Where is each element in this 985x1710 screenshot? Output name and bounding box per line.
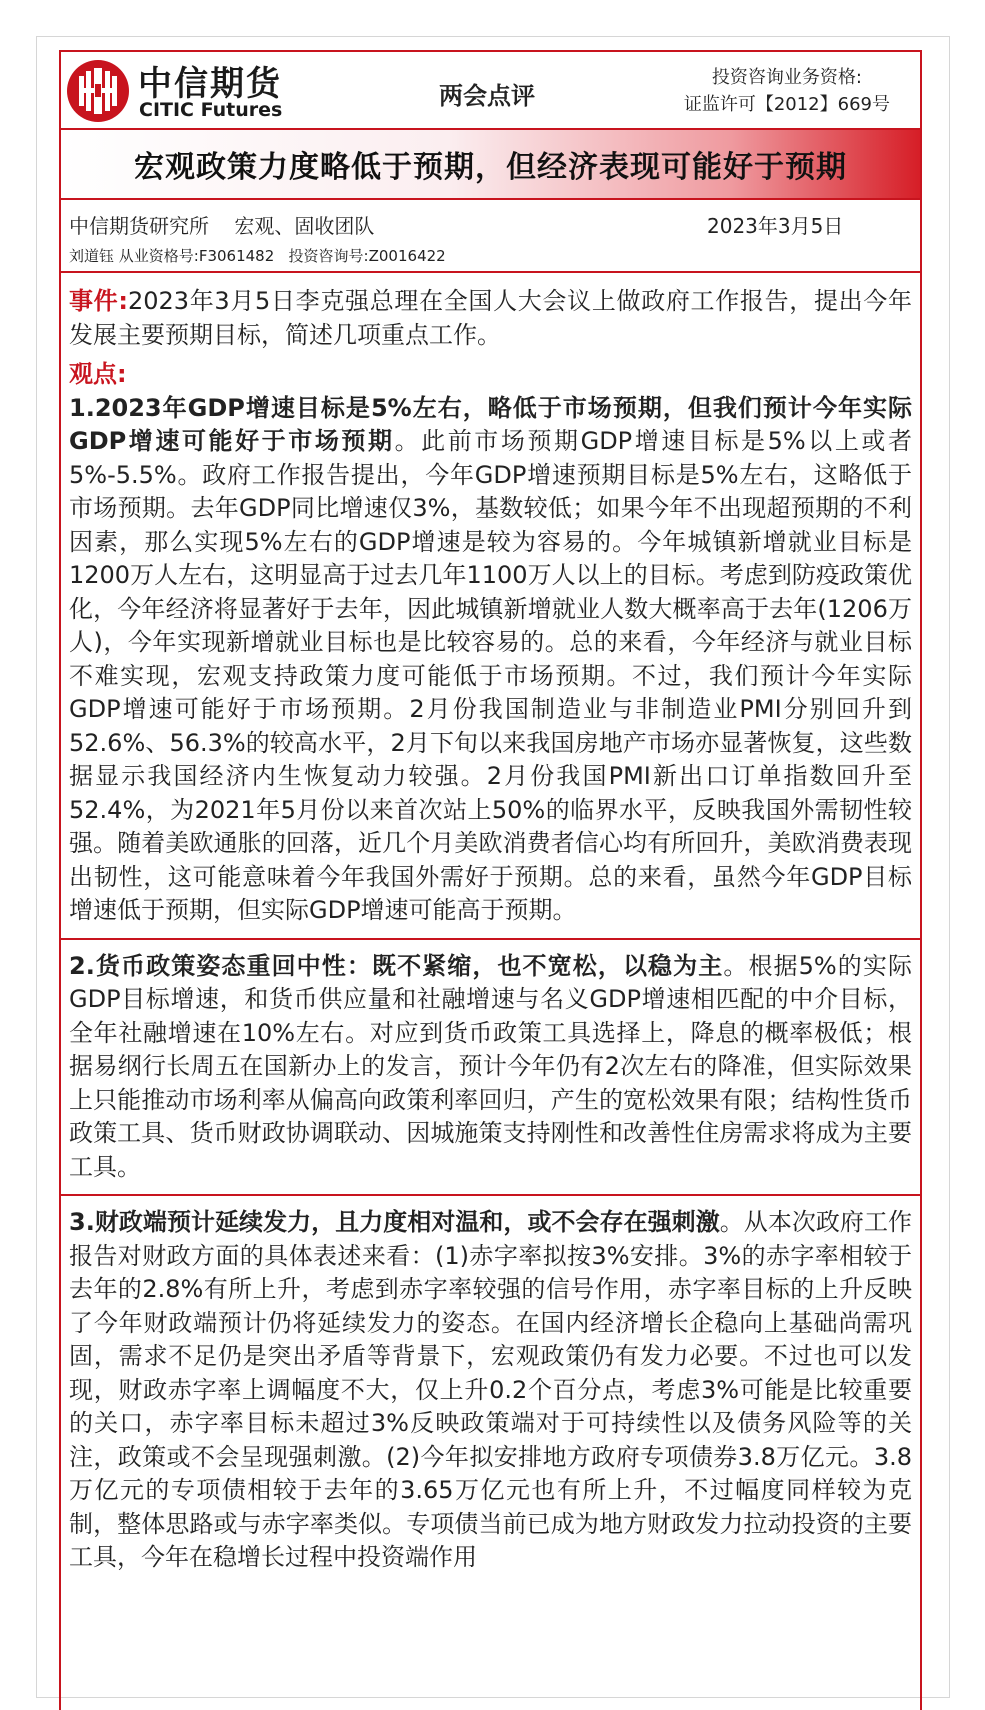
meta-section	[61, 200, 920, 273]
report-title: 宏观政策力度略低于预期，但经济表现可能好于预期	[134, 150, 847, 185]
point-2	[69, 950, 912, 1185]
point-3-text: 。从本次政府工作报告对财政方面的具体表述来看：(1)赤字率拟按3%安排。3%的赤字率相较于去年的2.8%有所上升，考虑到赤字率较强的信号作用，赤字率目标的上升反映了今年财政端预计仍将延续发力的姿态。在国内经济增长企稳向上基础尚需巩固，需求不足仍是突出矛盾等背景下，宏观政策仍有发力必要。不过也可以发现，财政赤字率上调幅度不大，仅上升0.2个百分点，考虑3%可能是比较重要的关口，赤字率目标未超过3%反映政策端对于可持续性以及债务风险等的关注，政策或不会呈现强刺激。(2)今年拟安排地方政府专项债券3.8万亿元。3.8万亿元的专项债相较于去年的3.65万亿元也有所上升，不过幅度同样较为克制，整体思路或与赤字率类似。专项债当前已成为地方财政发力拉动投资的主要工具，今年在稳增长过程中投资端作用	[69, 1208, 912, 1571]
point-2-text: 。根据5%的实际GDP目标增速，和货币供应量和社融增速与名义GDP增速相匹配的中介目标，全年社融增速在10%左右。对应到货币政策工具选择上，降息的概率极低；根据易纲行长周五在国新办上的发言，预计今年仍有2次左右的降准，但实际效果上只能推动市场利率从偏高向政策利率回归，产生的宽松效果有限；结构性货币政策工具、货币财政协调联动、因城施策支持刚性和改善性住房需求将成为主要工具。	[69, 951, 912, 1181]
brand-name-cn: 中信期货	[138, 64, 282, 104]
qualification-line-1: 投资咨询业务资格:	[711, 67, 862, 88]
citic-logo-icon	[65, 58, 131, 124]
point-2-heading: 2.货币政策姿态重回中性：既不紧缩，也不宽松，以稳为主	[69, 951, 724, 980]
title-bar	[61, 130, 920, 200]
brand-name-en: CITIC Futures	[139, 99, 283, 121]
event-paragraph	[69, 285, 912, 352]
report-date: 2023年3月5日	[707, 214, 844, 238]
point-3-heading: 3.财政端预计延续发力，且力度相对温和，或不会存在强刺激	[69, 1208, 720, 1236]
point-1-text: 。此前市场预期GDP增速目标是5%以上或者5%-5.5%。政府工作报告提出，今年GDP增速预期目标是5%左右，这略低于市场预期。去年GDP同比增速仅3%，基数较低；如果今年不出现超预期的不利因素，那么实现5%左右的GDP增速是较为容易的。今年城镇新增就业目标是1200万人左右，这明显高于过去几年1100万人以上的目标。考虑到防疫政策优化，今年经济将显著好于去年，因此城镇新增就业人数大概率高于去年(1206万人)，今年实现新增就业目标也是比较容易的。总的来看，今年经济与就业目标不难实现，宏观支持政策力度可能低于市场预期。不过，我们预计今年实际GDP增速可能好于市场预期。2月份我国制造业与非制造业PMI分别回升到52.6%、56.3%的较高水平，2月下旬以来我国房地产市场亦显著恢复，这些数据显示我国经济内生恢复动力较强。2月份我国PMI新出口订单指数回升至52.4%，为2021年5月份以来首次站上50%的临界水平，反映我国外需韧性较强。随着美欧通胀的回落，近几个月美欧消费者信心均有所回升，美欧消费表现出韧性，这可能意味着今年我国外需好于预期。总的来看，虽然今年GDP目标增速低于预期，但实际GDP增速可能高于预期。	[69, 427, 912, 924]
point-1-heading: 1.2023年GDP增速目标是5%左右，略低于市场预期，但我们预计今年实际GDP增速可能好于市场预期	[69, 393, 912, 455]
event-text: 2023年3月5日李克强总理在全国人大会议上做政府工作报告，提出今年发展主要预期目标，简述几项重点工作。	[69, 287, 912, 349]
report-type: 两会点评	[439, 82, 535, 110]
views-label: 观点:	[69, 360, 127, 388]
institute: 中信期货研究所 宏观、固收团队	[69, 214, 375, 238]
point-1	[69, 392, 912, 928]
point-3	[69, 1206, 912, 1575]
report-body	[61, 273, 920, 1575]
analyst-info: 刘道钰 从业资格号:F3061482 投资咨询号:Z0016422	[69, 247, 446, 265]
qualification-line-2: 证监许可【2012】669号	[683, 94, 890, 115]
report-frame	[59, 50, 922, 1710]
report-header	[61, 52, 920, 130]
event-label: 事件:	[69, 287, 128, 315]
qualification	[684, 64, 890, 118]
